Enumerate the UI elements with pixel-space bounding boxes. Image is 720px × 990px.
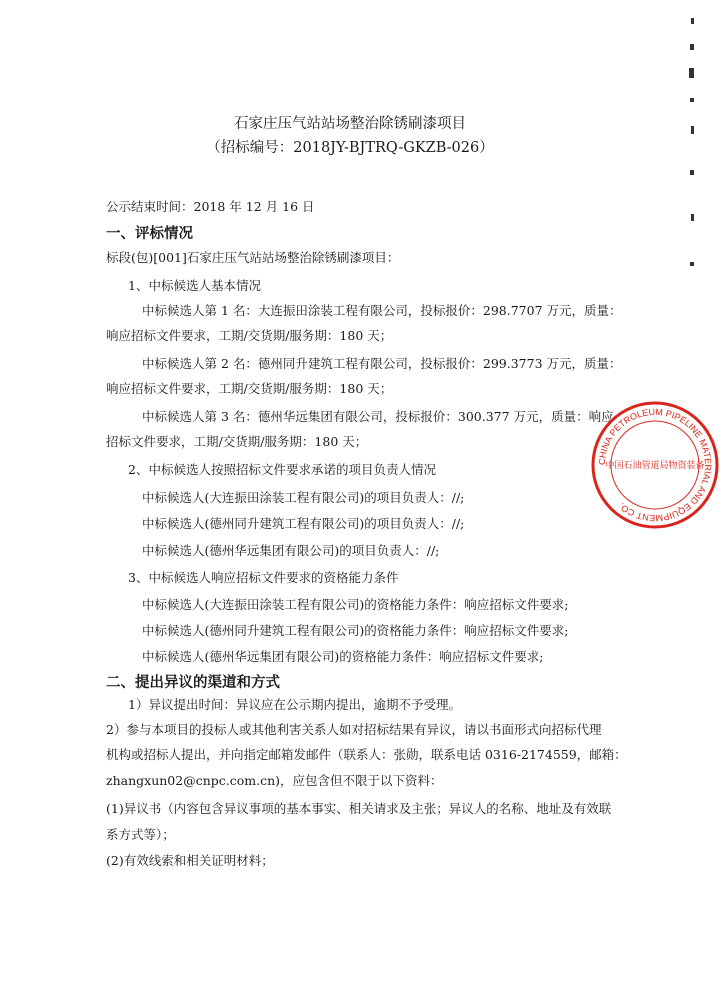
qualification-1: 中标候选人(大连振田涂装工程有限公司)的资格能力条件：响应招标文件要求; <box>142 597 569 612</box>
section2-heading: 二、提出异议的渠道和方式 <box>106 675 280 691</box>
scan-artifact <box>690 170 694 175</box>
objection-time: 1）异议提出时间：异议应在公示期内提出，逾期不予受理。 <box>128 697 461 712</box>
objection-method-line2: 机构或招标人提出，并向指定邮箱发邮件（联系人：张勋，联系电话 0316-2174559，邮箱： <box>106 747 627 762</box>
objection-doc1-line2: 系方式等）； <box>106 827 175 842</box>
manager-3: 中标候选人(德州华远集团有限公司)的项目负责人：//; <box>142 543 440 558</box>
tender-number: （招标编号：2018JY-BJTRQ-GKZB-026） <box>206 140 494 156</box>
candidate-3-line1: 中标候选人第 3 名：德州华远集团有限公司，投标报价：300.377 万元，质量：响应 <box>142 409 614 424</box>
candidate-2-line1: 中标候选人第 2 名：德州同升建筑工程有限公司，投标报价：299.3773 万元，质量： <box>142 356 622 371</box>
notice-end-date: 公示结束时间：2018 年 12 月 16 日 <box>106 199 315 214</box>
candidate-1-line1: 中标候选人第 1 名：大连振田涂装工程有限公司，投标报价：298.7707 万元，质量： <box>142 303 622 318</box>
candidate-1-line2: 响应招标文件要求，工期/交货期/服务期：180 天； <box>106 328 393 343</box>
candidate-2-line2: 响应招标文件要求，工期/交货期/服务期：180 天； <box>106 381 393 396</box>
seal-ring-text: CHINA PETROLEUM PIPELINE MATERIAL AND EQUIPMENT CO. <box>596 406 714 524</box>
qualification-2: 中标候选人(德州同升建筑工程有限公司)的资格能力条件：响应招标文件要求; <box>142 623 569 638</box>
company-seal <box>590 400 720 530</box>
subsection3-heading: 3、中标候选人响应招标文件要求的资格能力条件 <box>128 570 399 585</box>
manager-2: 中标候选人(德州同升建筑工程有限公司)的项目负责人：//; <box>142 516 465 531</box>
document-title: 石家庄压气站站场整治除锈刷漆项目 <box>234 116 466 132</box>
qualification-3: 中标候选人(德州华远集团有限公司)的资格能力条件：响应招标文件要求; <box>142 649 544 664</box>
objection-method-line3: zhangxun02@cnpc.com.cn)，应包含但不限于以下资料： <box>106 773 443 788</box>
manager-1: 中标候选人(大连振田涂装工程有限公司)的项目负责人：//; <box>142 490 465 505</box>
scan-artifact <box>690 98 694 102</box>
scan-artifact <box>690 262 694 266</box>
scan-artifact <box>691 214 694 221</box>
objection-doc2: (2)有效线索和相关证明材料； <box>106 853 274 868</box>
scan-artifact <box>691 126 694 134</box>
objection-method-line1: 2）参与本项目的投标人或其他利害关系人如对招标结果有异议，请以书面形式向招标代理 <box>106 722 602 737</box>
section1-heading: 一、评标情况 <box>106 226 193 242</box>
subsection2-heading: 2、中标候选人按照招标文件要求承诺的项目负责人情况 <box>128 462 436 477</box>
candidate-3-line2: 招标文件要求，工期/交货期/服务期：180 天； <box>106 434 368 449</box>
seal-inner-text: 中国石油管道局物资装备 <box>605 461 705 471</box>
scan-artifact <box>689 68 694 78</box>
scan-artifact <box>690 44 694 50</box>
section1-intro: 标段(包)[001]石家庄压气站站场整治除锈刷漆项目： <box>106 250 400 265</box>
scan-artifact <box>691 18 694 24</box>
objection-doc1-line1: (1)异议书（内容包含异议事项的基本事实、相关请求及主张；异议人的名称、地址及有效联 <box>106 801 612 816</box>
subsection1-heading: 1、中标候选人基本情况 <box>128 278 261 293</box>
